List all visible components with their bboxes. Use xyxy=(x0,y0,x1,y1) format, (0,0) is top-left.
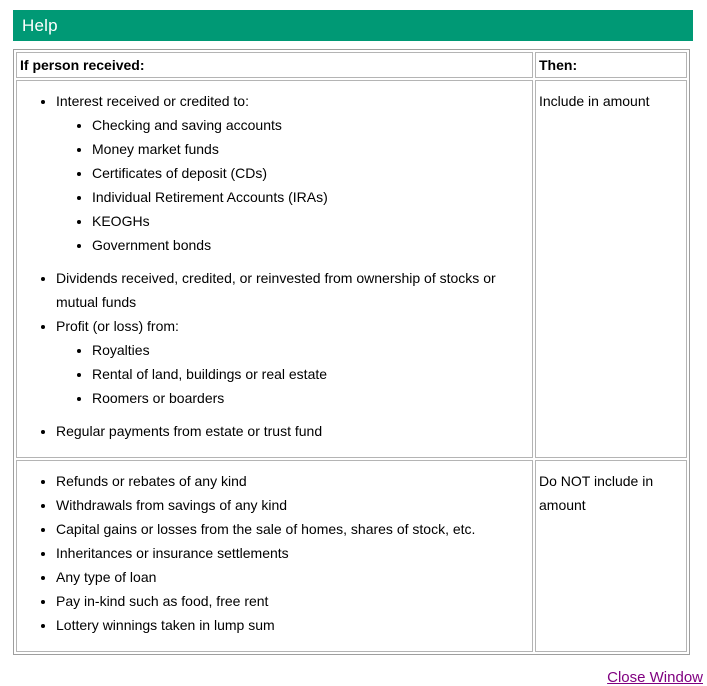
then-cell xyxy=(535,460,687,652)
sub-bullet-list xyxy=(56,338,530,410)
table-row xyxy=(16,80,687,458)
column-header-if: If person received: xyxy=(16,52,533,78)
table-row xyxy=(16,460,687,652)
close-window-link[interactable]: Close Window xyxy=(607,669,703,686)
sub-bullet-item: • Individual Retirement Accounts (IRAs) xyxy=(92,185,530,209)
bullet-item: • Any type of loan xyxy=(56,565,530,589)
if-cell xyxy=(16,460,533,652)
sub-bullet-item: • Checking and saving accounts xyxy=(92,113,530,137)
bullet-item: • Regular payments from estate or trust fund xyxy=(56,419,530,443)
bullet-item: • Capital gains or losses from the sale of homes, shares of stock, etc. xyxy=(56,517,530,541)
sub-bullet-item: • Money market funds xyxy=(92,137,530,161)
footer xyxy=(13,669,703,686)
bullet-list xyxy=(19,469,530,637)
then-cell xyxy=(535,80,687,458)
page-title: Help xyxy=(22,15,58,35)
bullet-item: • Dividends received, credited, or reinvested from ownership of stocks or mutual funds xyxy=(56,266,530,314)
then-note: Do NOT include in amount xyxy=(539,473,654,513)
sub-bullet-item: • KEOGHs xyxy=(92,209,530,233)
help-header xyxy=(13,10,693,41)
column-header-then: Then: xyxy=(535,52,687,78)
sub-bullet-item: • Certificates of deposit (CDs) xyxy=(92,161,530,185)
help-table xyxy=(13,49,690,655)
bullet-list xyxy=(19,89,530,443)
bullet-item: • Withdrawals from savings of any kind xyxy=(56,493,530,517)
bullet-item: • Profit (or loss) from: • Royalties • Rental of land, buildings or real estate • Roomers or boarders xyxy=(56,314,530,410)
bullet-item: • Inheritances or insurance settlements xyxy=(56,541,530,565)
sub-bullet-item: • Government bonds xyxy=(92,233,530,257)
table-header-row xyxy=(16,52,687,78)
bullet-item: • Pay in-kind such as food, free rent xyxy=(56,589,530,613)
sub-bullet-item: • Rental of land, buildings or real estate xyxy=(92,362,530,386)
bullet-item: • Interest received or credited to: • Checking and saving accounts • Money market funds • Certificates of deposit (CDs) • Individual Retirement Accounts (IRAs) • KEOGHs • Government bonds xyxy=(56,89,530,257)
bullet-item: • Refunds or rebates of any kind xyxy=(56,469,530,493)
sub-bullet-list xyxy=(56,113,530,257)
sub-bullet-item: • Roomers or boarders xyxy=(92,386,530,410)
if-cell xyxy=(16,80,533,458)
sub-bullet-item: • Royalties xyxy=(92,338,530,362)
bullet-item: • Lottery winnings taken in lump sum xyxy=(56,613,530,637)
then-note: Include in amount xyxy=(539,93,650,109)
